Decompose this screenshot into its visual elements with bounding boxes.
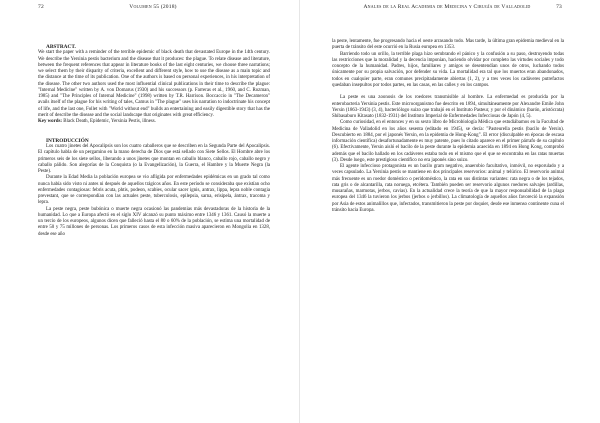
keywords-text: Black Death, Epidemic, Yersinia Pestis, illness.: [63, 119, 156, 124]
right-page-number: 73: [556, 4, 562, 10]
right-page: [300, 0, 600, 423]
intro-paragraph-2: Durante la Edad Media la población europea se vio afligida por enfermedades epidémicas en un grado tal como nunca había sido visto ni antes ni después de aquellos trágicos años. En este período se consideraba que existían ocho enfermedades contagiosas: febris acuta, phtis, podeon, scabies, ocular sacer ignis, antrax, lippa, lepra noble contagia prevestant, que se correspondían con las actuales peste, tuberculosis, epilepsia, sarna, erisipela, ántrax, tracoma y lepra.: [38, 175, 270, 206]
intro-paragraph-3: La peste negra, peste bubónica o muerte negra ocasionó las pandemias más devastadoras de la historia de la humanidad. Lo que a Europa afectó en el siglo XIV alcanzó su punto máximo entre 1346 y 1361. Causó la muerte a un tercio de los europeos, algunos dicen que falleció hasta el 80 o 60% de la población, se estima una mortalidad de entre 50 y 75 millones de personas. Los primeros casos de esta infección masiva aparecieron en Mongolia en 1328, desde ese año: [38, 206, 270, 237]
right-column: [332, 39, 564, 214]
introduction-heading: INTRODUCCIÓN: [46, 137, 89, 144]
intro-paragraph-1: Los cuatro jinetes del Apocalipsis son los cuatro caballeros que se describen en la Segunda Parte del Apocalipsis. El capítulo habla de un pergamino en la mano derecha de Dios que está sellado con Siete Sellos. El Hombre abre los primeros seis de los siete sellos, liberando a unos jinetes que montan en caballo blanco, caballo rojo, caballo negro y caballo pálido. Son alegorías de la Conquista (o la Evangelización), la Guerra, el Hambre y la Muerte Negra (la Peste).: [38, 144, 270, 174]
right-paragraph-5: El agente infeccioso protagonista es un bacilo gram negativo, anaerobio facultativo, inmóvil, no esporulado y a veces capsulado. La Yersinia pestis se mantiene en dos principales reservorios: animal y telúrico. El reservorio animal más frecuente es un roedor doméstico o peridoméstico, la rata en sus distintas variantes: rata negra o de los tejados, rata gris o de alcantarilla, rata noruega, etcétera. También pueden ser reservorio algunos roedores salvajes (ardillas, musarañas, marmotas, jerbos, cavias). En la actualidad crece la teoría de que la mayor responsabilidad de la plaga europea del 1346 la tuvieron los jerbos (jerbos o jerbillos). La climatología de aquellos años favoreció la expansión por Asia de estos animalillos que, infectados, transmitieron la peste por doquier, desde ese inmenso continente cuna el tránsito hacia Europa.: [332, 164, 564, 213]
abstract-heading: ABSTRACT.: [46, 44, 76, 50]
left-running-title: Volumen 55 (2018): [129, 4, 177, 10]
left-page-number: 72: [38, 4, 44, 10]
right-running-title: Anales de la Real Academia de Medicina y Cirugía de Valladolid: [363, 4, 531, 10]
keywords-label: Key words:: [38, 119, 63, 124]
right-paragraph-2: Barriendo todo un orillo, la terrible plaga hizo sembrando el pánico y la confusión a su paso, destruyendo todas las restricciones que la moralidad y la decencia imponían, haciendo olvidar por completo las virtudes sociales y todo concepto de la humanidad. Padres, hijos, familiares y amigos se desentendían unos de otros, luchando todos únicamente por su propia salvación, por defender su vida. La mortalidad era tal que los muertos eran abandonados, todos en cualquier parte, eran comunes precipitadamente abiertas (1, 2), y a tres veces los cadáveres putrefactos quedaban insepultos por todos partes, en las casas, en las calles y en los campos.: [332, 51, 564, 88]
left-column: [38, 44, 270, 238]
right-paragraph-1: la peste, lentamente, fue progresando hacia el oeste arrasando todo. Mas tarde, la última gran epidemia medieval en la puerta de tránsito del este ocurrió en la Rusia europea en 1353.: [332, 39, 564, 51]
right-paragraph-4: Como curiosidad, en el entonces y en su sexto libro de Microbiología Médica que estudiábamos en la Facultad de Medicina de Valladolid en los años sesenta (editado en 1945), se decía: "Pasteurella pestis (bacilo de Yersin). Descubierto en 1884, por el japonés Yersin, en la epidemia de Hong-Kong". El error (disculpable en épocas de escasa información científica) desafortunadamente es muy patente, pues lo citado aparece en el primer párrafo de su capítulo (6). Efectivamente, Yersin aisló el bacilo de la peste durante la epidemia acaecida en 1894 en Hong Kong, comprobó además que el bacilo hallado en los cadáveres estaba todo en el mismo que el que se encontraba en las ratas muertas (3). Desde luego, este prestigioso científico no era japonés sino suizo.: [332, 120, 564, 163]
abstract-text: We start the paper with a reminder of the terrible epidemic of black death that devastated Europe in the 14th century. We describe the Yersinia pestis bacterium and the disease that it produces: the plague. To relate disease and literature, between the frequent references that appear in literature books of the last eight centuries, we choose three narrations; we select them by their disparity of criteria, excellent and different style, how to use the disease as a main topic and the distance at the time of its publication. One of the authors is based on personal experiences, in his interpretation of the disease. The other two authors used the most influential clinical publications in their time to describe the plague: "Internal Medicine" written by A. von Domarus (1930) and his successors (p. Farreras et al., 1960, and C. Rozman, 1985) and "The Principles of Internal Medicine" (1998) written by T.R. Harrison. Boccaccio in "The Decameron" avails itself of the plague for his writing of tales, Camus in "The plague" uses his narration to indoctrinate his concept of life, and the last one, Follet with "World without end" builds an entertaining and easily digestible story that has the merit of describe the disease and the social landscape that originates with great efficiency.: [38, 50, 270, 118]
right-paragraph-3: La peste es una zoonosis de los roedores transmisible al hombre. La enfermedad es producida por la enterobacteria Yersinia pestis. Este microorganismo fue descrito en 1894, simultáneamente por Alexandre Emile John Yersin (1863-1943) (3, 4), bacteriólogo suizo que trabajó en el Instituto Pasteur, y por el dinámico (barón, aristócrata) Shibasaburo Kitasato (1832-1931) del Instituto Imperial de Enfermedades Infecciosas de Japón (4, 5).: [332, 95, 564, 119]
